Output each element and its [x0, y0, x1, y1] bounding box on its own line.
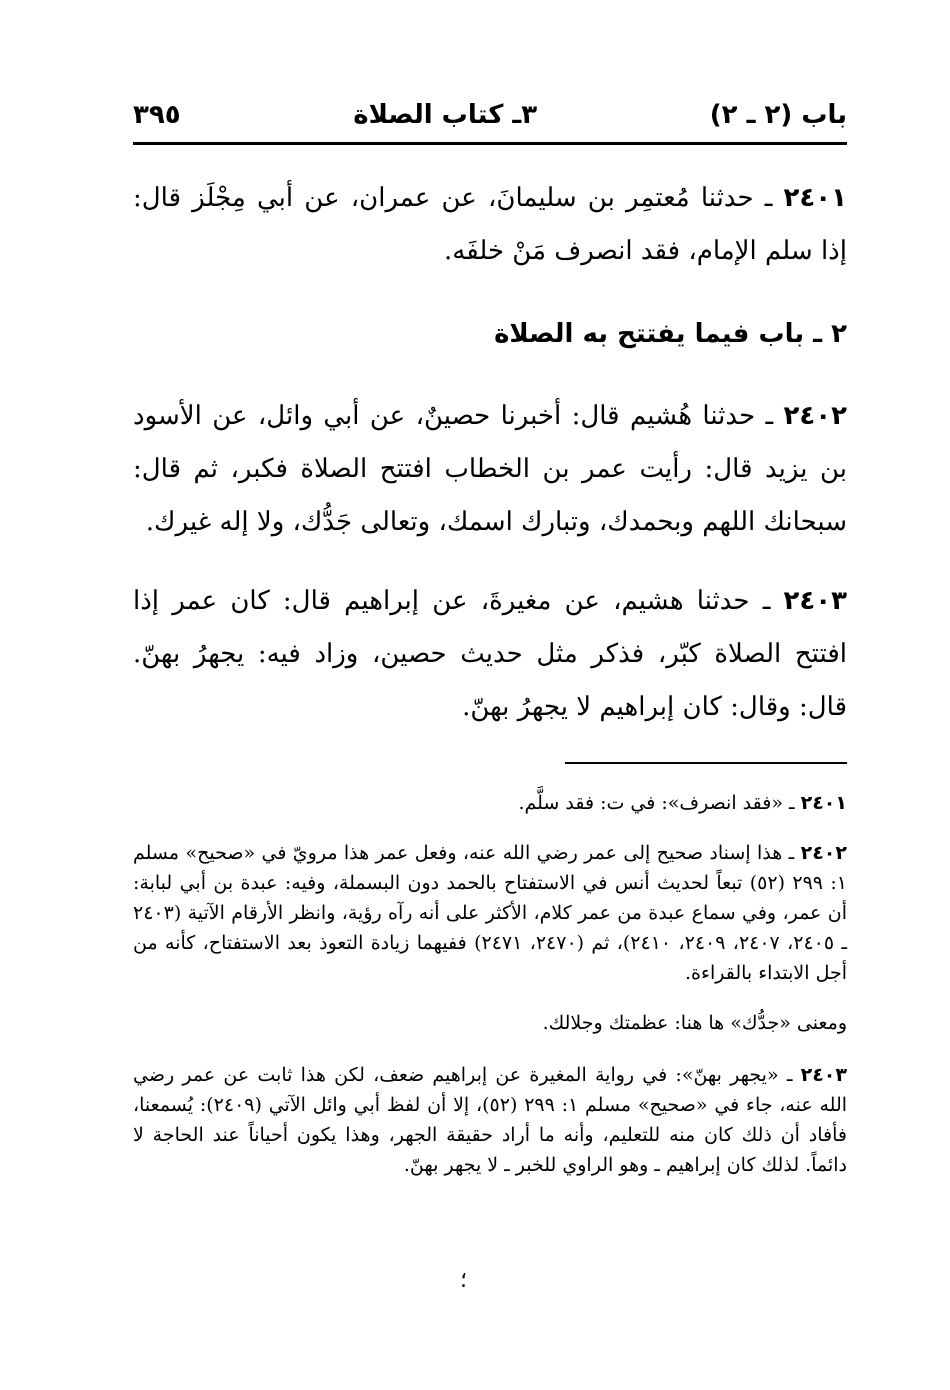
- footnote-number: ٢٤٠٣: [800, 1064, 847, 1086]
- header-page-number: ٣٩٥: [133, 100, 181, 130]
- hadith-number: ٢٤٠٢: [783, 401, 847, 431]
- footnote-text: ـ هذا إسناد صحيح إلى عمر رضي الله عنه، وفعل عمر هذا مرويّ في «صحيح» مسلم ١: ٢٩٩ (٥٢) تبعاً لحديث أنس في الاستفتاح بالحمد دون البسملة، وفيه: عبدة بن أبي لبابة: أن عمر، وفي سماع عبدة من عمر كلام، الأكثر على أنه رآه رؤية، وانظر الأرقام الآتية (٢٤٠٣ ـ ٢٤٠٥، ٢٤٠٧، ٢٤٠٩، ٢٤١٠)، ثم (٢٤٧٠، ٢٤٧١) ففيهما زيادة التعوذ بعد الاستفتاح، كأنه من أجل الابتداء بالقراءة.: [133, 842, 848, 984]
- section-heading: ٢ ـ باب فيما يفتتح به الصلاة: [494, 319, 847, 349]
- hadith-2401: [133, 172, 847, 278]
- header-chapter-ref: باب (٢ ـ ٢): [709, 100, 847, 130]
- main-text: [133, 172, 847, 734]
- running-header: [133, 88, 847, 142]
- hadith-2402: [133, 390, 847, 549]
- hadith-text: ـ حدثنا هشيم، عن مغيرةَ، عن إبراهيم قال: كان عمر إذا افتتح الصلاة كبّر، فذكر مثل حديث حصين، وزاد فيه: يجهرُ بهنّ. قال: وقال: كان إبراهيم لا يجهرُ بهنّ.: [133, 586, 847, 722]
- footnote-2403: [133, 1060, 847, 1180]
- footnotes: [133, 788, 847, 1180]
- footnote-number: ٢٤٠١: [800, 792, 847, 814]
- hadith-text: ـ حدثنا مُعتمِر بن سليمانَ، عن عمران، عن أبي مِجْلَز قال: إذا سلم الإمام، فقد انصرف مَنْ خلفَه.: [133, 183, 847, 266]
- hadith-text: ـ حدثنا هُشيم قال: أخبرنا حصينٌ، عن أبي وائل، عن الأسود بن يزيد قال: رأيت عمر بن الخطاب افتتح الصلاة فكبر، ثم قال: سبحانك اللهم وبحمدك، وتبارك اسمك، وتعالى جَدُّك، ولا إله غيرك.: [133, 401, 847, 537]
- hadith-number: ٢٤٠٣: [783, 586, 847, 616]
- footer-mark: ؛: [460, 1268, 467, 1293]
- hadith-number: ٢٤٠١: [783, 183, 847, 213]
- footnote-number: ٢٤٠٢: [800, 842, 847, 864]
- footnote-meaning: ومعنى «جدُّك» ها هنا: عظمتك وجلالك.: [542, 1012, 847, 1034]
- header-book-title: ٣ـ كتاب الصلاة: [353, 100, 538, 130]
- footnote-separator: [565, 762, 847, 764]
- footnote-text: ـ «يجهر بهنّ»: في رواية المغيرة عن إبراهيم ضعف، لكن هذا ثابت عن عمر رضي الله عنه، جاء في «صحيح» مسلم ١: ٢٩٩ (٥٢)، إلا أن لفظ أبي وائل الآتي (٢٤٠٩): يُسمعنا، فأفاد أن ذلك كان منه للتعليم، وأنه ما أراد حقيقة الجهر، وهذا يكون أحياناً عند الحاجة لا دائماً. لذلك كان إبراهيم ـ وهو الراوي للخبر ـ لا يجهر بهنّ.: [133, 1064, 848, 1176]
- header-rule: [133, 142, 847, 145]
- hadith-2403: [133, 575, 847, 734]
- book-page: [133, 88, 847, 1180]
- footnote-text: ـ «فقد انصرف»: في ت: فقد سلَّم.: [518, 792, 801, 814]
- footnote-2401: [133, 788, 847, 818]
- footnote-2402: [133, 838, 847, 988]
